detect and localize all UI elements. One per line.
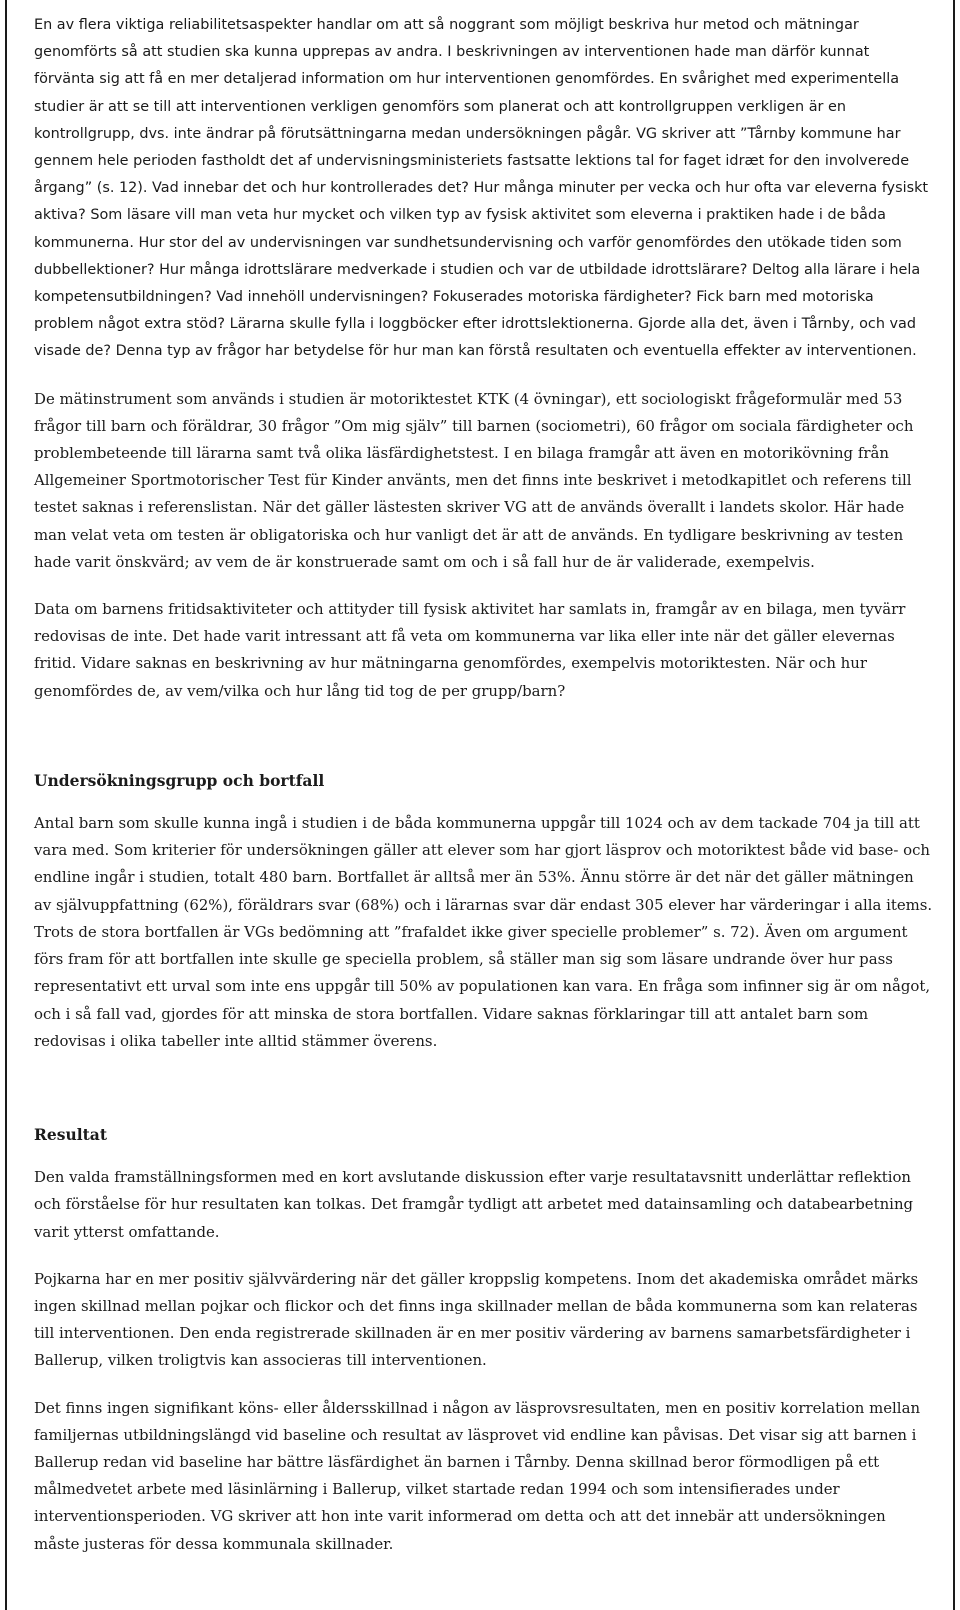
paragraph-dropout: Antal barn som skulle kunna ingå i studien i de båda kommunerna uppgår till 1024 och av dem tackade 704 ja till att vara med. Som kriterier för undersökningen gäller att elever som har gjort läsprov och motoriktest både vid base- och endline ingår i studien, totalt 480 barn. Bortfallet är alltså mer än 53%. Ännu större är det när det gäller mätningen av självuppfattning (62%), föräldrars svar (68%) och i lärarnas svar där endast 305 elever har värderingar i alla items. Trots de stora bortfallen är VGs bedömning att ”frafaldet ikke giver specielle problemer” s. 72). Även om argument förs fram för att bortfallen inte skulle ge speciella problem, så ställer man sig som läsare undrande över hur pass representativt ett urval som inte ens uppgår till 50% av populationen kan vara. En fråga som infinner sig är om något, och i så fall vad, gjordes för att minska de stora bortfallen. Vidare saknas förklaringar till att antalet barn som redovisas i olika tabeller inte alltid stämmer överens. — [34, 814, 933, 1050]
paragraph-results-form: Den valda framställningsformen med en kort avslutande diskussion efter varje resultatavsnitt underlättar reflektion och förståelse för hur resultaten kan tolkas. Det framgår tydligt att arbetet med datainsamling och databearbetning varit ytterst omfattande. — [34, 1168, 914, 1241]
section-heading-undersokningsgrupp: Undersökningsgrupp och bortfall — [34, 770, 325, 790]
paragraph-reading-results: Det finns ingen signifikant köns- eller åldersskillnad i någon av läsprovsresultaten, men en positiv korrelation mellan familjernas utbildningslängd vid baseline och resultat av läsprovet vid endline kan påvisas. Det visar sig att barnen i Ballerup redan vid baseline har bättre läsfärdighet än barnen i Tårnby. Denna skillnad beror förmodligen på ett målmedvetet arbete med läsinlärning i Ballerup, vilket startade redan 1994 och som intensifierades under interventionsperioden. VG skriver att hon inte varit informerad om detta och att det innebär att undersökningen måste justeras för dessa kommunala skillnader. — [34, 1398, 921, 1553]
paragraph-self-evaluation: Pojkarna har en mer positiv självvärdering när det gäller kroppslig kompetens. Inom det akademiska området märks ingen skillnad mellan pojkar och flickor och det finns inga skillnader mellan de båda kommunerna som kan relateras till interventionen. Den enda registrerade skillnaden är en mer positiv värdering av barnens samarbetsfärdigheter i Ballerup, vilken troligtvis kan associeras till interventionen. — [34, 1269, 919, 1370]
section-heading-resultat: Resultat — [34, 1124, 107, 1144]
left-border-line — [5, 0, 7, 1610]
paragraph-instruments: De mätinstrument som används i studien är motoriktestet KTK (4 övningar), ett sociologiskt frågeformulär med 53 frågor till barn och föräldrar, 30 frågor ”Om mig själv” till barnen (sociometri), 60 frågor om sociala färdigheter och problembeteende till lärarna samt två olika läsfärdighetstest. I en bilaga framgår att även en motorikövning från Allgemeiner Sportmotorischer Test für Kinder använts, men det finns inte beskrivet i metodkapitlet och referens till testet saknas i referenslistan. När det gäller lästesten skriver VG att de används överallt i landets skolor. Här hade man velat veta om testen är obligatoriska och hur vanligt det är att de används. En tydligare beskrivning av testen hade varit önskvärd; av vem de är konstruerade samt om och i så fall hur de är validerade, exempelvis. — [34, 389, 914, 571]
paragraph-leisure-data: Data om barnens fritidsaktiviteter och attityder till fysisk aktivitet har samlats in, framgår av en bilaga, men tyvärr redovisas de inte. Det hade varit intressant att få veta om kommunerna var lika eller inte när det gäller elevernas fritid. Vidare saknas en beskrivning av hur mätningarna genomfördes, exempelvis motoriktesten. När och hur genomfördes de, av vem/vilka och hur lång tid tog de per grupp/barn? — [34, 600, 906, 700]
right-border-line — [953, 0, 955, 1610]
document-body — [34, 12, 934, 1558]
paragraph-reliability: En av flera viktiga reliabilitetsaspekter handlar om att så noggrant som möjligt beskriva hur metod och mätningar genomförts så att studien ska kunna upprepas av andra. I beskrivningen av interventionen hade man därför kunnat förvänta sig att få en mer detaljerad information om hur interventionen genomfördes. En svårighet med experimentella studier är att se till att interventionen verkligen genomförs som planerat och att kontrollgruppen verkligen är en kontrollgrupp, dvs. inte ändrar på förutsättningarna medan undersökningen pågår. VG skriver att ”Tårnby kommune har gennem hele perioden fastholdt det af undervisningsministeriets fastsatte lektions tal for faget idræt for den involverede årgang” (s. 12). Vad innebar det och hur kontrollerades det? Hur många minuter per vecka och hur ofta var eleverna fysiskt aktiva? Som läsare vill man veta hur mycket och vilken typ av fysisk aktivitet som eleverna i praktiken hade i de båda kommunerna. Hur stor del av undervisningen var sundhetsundervisning och varför genomfördes den utökade tiden som dubbellektioner? Hur många idrottslärare medverkade i studien och var de utbildade idrottslärare? Deltog alla lärare i hela kompetensutbildningen? Vad innehöll undervisningen? Fokuserades motoriska färdigheter? Fick barn med motoriska problem något extra stöd? Lärarna skulle fylla i loggböcker efter idrottslektionerna. Gjorde alla det, även i Tårnby, och vad visade de? Denna typ av frågor har betydelse för hur man kan förstå resultaten och eventuella effekter av interventionen. — [34, 17, 929, 360]
